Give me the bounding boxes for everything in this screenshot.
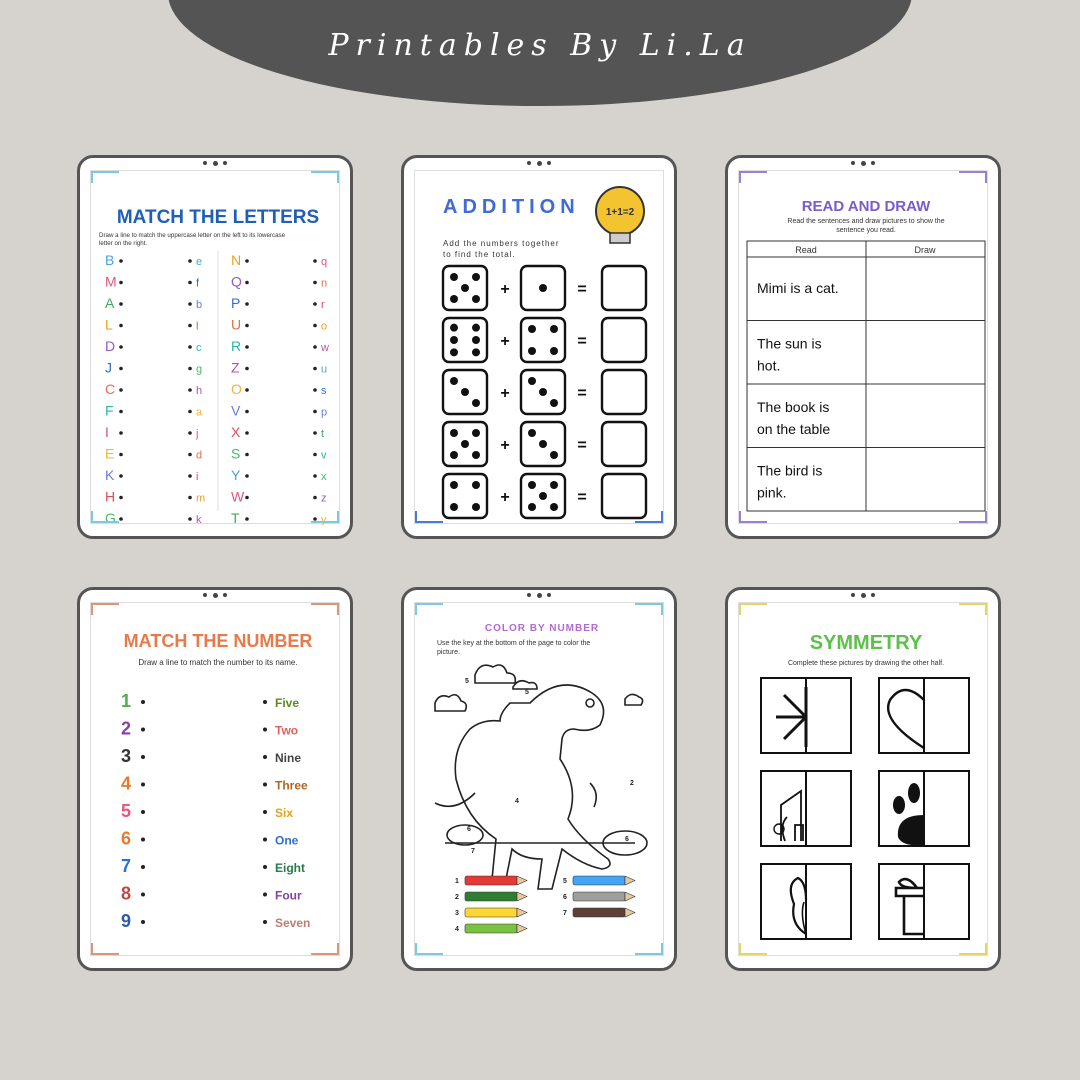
die-face (443, 266, 487, 310)
letters-sheet-svg (91, 171, 345, 529)
number-digit: 9 (121, 911, 132, 931)
match-dot[interactable] (119, 281, 123, 285)
uppercase-letter: X (231, 424, 241, 440)
region-number: 7 (471, 848, 475, 855)
key-number: 2 (455, 894, 459, 901)
pencil-swatch (465, 908, 527, 917)
lowercase-letter: i (196, 471, 199, 483)
match-dot[interactable] (188, 259, 192, 263)
match-dot[interactable] (313, 302, 317, 306)
letter-columns (105, 252, 329, 526)
die-face (521, 266, 565, 310)
draw-area[interactable] (866, 448, 985, 512)
match-dot[interactable] (119, 496, 123, 500)
match-number-title: MATCH THE NUMBER (123, 631, 313, 651)
lowercase-letter: v (321, 449, 327, 462)
match-dot[interactable] (245, 410, 249, 414)
pencil-swatch (465, 892, 527, 901)
region-labels (465, 678, 634, 855)
draw-area[interactable] (866, 257, 985, 321)
tablet-color-by-number[interactable] (401, 587, 677, 971)
match-dot[interactable] (188, 302, 192, 306)
lowercase-letter: o (321, 320, 328, 333)
match-dot[interactable] (188, 388, 192, 392)
match-dot[interactable] (245, 517, 249, 521)
answer-box[interactable] (602, 422, 646, 466)
match-dot[interactable] (245, 474, 249, 478)
lowercase-letter: m (196, 492, 206, 505)
uppercase-letter: H (105, 488, 116, 505)
lowercase-letter: r (321, 299, 325, 311)
pencil-swatch (465, 876, 527, 885)
lowercase-letter: l (196, 320, 199, 333)
lowercase-letter: g (196, 363, 203, 376)
lowercase-letter: j (196, 428, 199, 440)
sentence-line: Mimi is a cat. (757, 280, 839, 296)
tablet-match-letters[interactable] (77, 155, 353, 539)
match-dot[interactable] (188, 517, 192, 521)
match-dot[interactable] (188, 345, 192, 349)
match-dot[interactable] (313, 496, 317, 500)
match-dot[interactable] (188, 281, 192, 285)
match-dot[interactable] (313, 474, 317, 478)
match-dot[interactable] (245, 324, 249, 328)
plus-sign: + (500, 437, 510, 454)
sentence-line: pink. (757, 484, 787, 501)
uppercase-letter: Q (231, 273, 242, 290)
match-dot[interactable] (245, 496, 249, 500)
draw-half-area[interactable] (806, 678, 851, 753)
match-dot[interactable] (119, 367, 123, 371)
lowercase-letter: n (321, 277, 328, 290)
uppercase-letter: P (231, 295, 241, 311)
number-digit: 4 (121, 773, 132, 794)
plus-sign: + (500, 333, 510, 350)
uppercase-letter: S (231, 445, 241, 462)
match-dot[interactable] (313, 388, 317, 392)
uppercase-letter: J (105, 359, 112, 376)
cbn-instructions-1: Use the key at the bottom of the page to color the (437, 640, 591, 647)
pencil-swatch (573, 892, 635, 901)
lowercase-letter: a (196, 406, 203, 419)
cbn-instructions-2: picture. (437, 649, 460, 656)
key-number: 7 (563, 910, 567, 917)
uppercase-letter: G (105, 510, 116, 526)
match-dot[interactable] (141, 728, 145, 732)
equals-sign: = (577, 437, 587, 454)
match-dot[interactable] (119, 259, 123, 263)
uppercase-letter: R (231, 338, 242, 354)
worksheet-page (90, 602, 340, 956)
lowercase-letter: s (321, 385, 327, 397)
read-draw-instructions-2: sentence you read. (836, 227, 896, 234)
match-dot[interactable] (119, 388, 123, 392)
die-face (521, 422, 565, 466)
tablet-addition[interactable] (401, 155, 677, 539)
match-dot[interactable] (245, 259, 249, 263)
answer-box[interactable] (602, 370, 646, 414)
uppercase-letter: O (231, 381, 242, 397)
symmetry-title: SYMMETRY (809, 632, 923, 654)
worksheet-page (738, 602, 988, 956)
lowercase-letter: x (321, 471, 327, 483)
match-dot[interactable] (263, 728, 267, 732)
number-name: Five (275, 696, 300, 710)
match-dot[interactable] (119, 474, 123, 478)
die-face (521, 474, 565, 518)
match-dot[interactable] (119, 410, 123, 414)
lowercase-letter: k (196, 514, 202, 526)
match-dot[interactable] (263, 755, 267, 759)
uppercase-letter: E (105, 445, 115, 462)
camera-icon (851, 592, 875, 598)
uppercase-letter: B (105, 252, 115, 268)
match-number-instructions: Draw a line to match the number to its name. (138, 658, 298, 667)
color-by-number-sheet-svg (415, 603, 669, 961)
match-dot[interactable] (263, 865, 267, 869)
symmetry-sheet-svg (739, 603, 993, 961)
letters-title: MATCH THE LETTERS (116, 207, 320, 228)
col-read-label: Read (795, 245, 817, 255)
number-digit: 2 (121, 718, 132, 739)
camera-icon (203, 160, 227, 166)
lowercase-letter: y (321, 514, 327, 526)
pencil-swatch (573, 876, 635, 885)
draw-half-area[interactable] (924, 864, 969, 939)
letters-instructions-1: Draw a line to match the uppercase letter on the left to its lowercase (99, 232, 286, 239)
match-dot[interactable] (188, 474, 192, 478)
lowercase-letter: e (196, 256, 203, 268)
addition-rows (443, 266, 646, 518)
read-draw-sheet-svg (739, 171, 993, 529)
draw-half-area[interactable] (924, 771, 969, 846)
region-number: 5 (465, 678, 469, 685)
sentence-line: hot. (757, 357, 781, 374)
col-draw-label: Draw (914, 245, 936, 255)
uppercase-letter: V (231, 402, 241, 419)
number-name: One (275, 833, 299, 848)
match-dot[interactable] (188, 453, 192, 457)
lowercase-letter: c (196, 342, 202, 354)
match-dot[interactable] (119, 431, 123, 435)
number-digit: 3 (121, 746, 132, 766)
uppercase-letter: M (105, 273, 117, 290)
worksheet-page (738, 170, 988, 524)
equals-sign: = (577, 385, 587, 402)
match-dot[interactable] (141, 865, 145, 869)
match-dot[interactable] (313, 281, 317, 285)
key-number: 1 (455, 878, 459, 885)
region-number: 5 (525, 689, 529, 696)
die-face (521, 318, 565, 362)
read-draw-title: READ AND DRAW (801, 198, 931, 215)
match-dot[interactable] (141, 838, 145, 842)
number-name: Six (275, 806, 294, 820)
uppercase-letter: T (231, 510, 240, 526)
match-dot[interactable] (141, 755, 145, 759)
key-number: 5 (563, 878, 567, 885)
lowercase-letter: h (196, 385, 203, 397)
equals-sign: = (577, 489, 587, 506)
lowercase-letter: d (196, 449, 203, 462)
number-digit: 7 (121, 856, 132, 876)
die-face (443, 370, 487, 414)
answer-box[interactable] (602, 318, 646, 362)
dinosaur-outline (435, 665, 647, 889)
camera-icon (203, 592, 227, 598)
lowercase-letter: z (321, 492, 327, 505)
number-rows (121, 691, 310, 931)
number-name: Two (275, 723, 299, 738)
die-face (443, 422, 487, 466)
match-dot[interactable] (263, 920, 267, 924)
match-dot[interactable] (263, 893, 267, 897)
match-dot[interactable] (313, 259, 317, 263)
draw-half-area[interactable] (924, 678, 969, 753)
match-dot[interactable] (313, 431, 317, 435)
uppercase-letter: K (105, 467, 115, 483)
plus-sign: + (500, 385, 510, 402)
match-dot[interactable] (245, 388, 249, 392)
lowercase-letter: u (321, 363, 328, 376)
camera-icon (527, 592, 551, 598)
match-dot[interactable] (188, 367, 192, 371)
uppercase-letter: L (105, 316, 113, 333)
match-dot[interactable] (119, 324, 123, 328)
match-dot[interactable] (141, 920, 145, 924)
match-dot[interactable] (119, 302, 123, 306)
uppercase-letter: N (231, 252, 242, 268)
key-number: 6 (563, 894, 567, 901)
addition-sheet-svg (415, 171, 669, 529)
lowercase-letter: w (321, 342, 329, 354)
bulb-text: 1+1=2 (605, 207, 635, 218)
uppercase-letter: W (231, 488, 245, 505)
region-number: 6 (625, 836, 629, 843)
brand-title: Printables By Li.La (328, 28, 752, 63)
match-dot[interactable] (119, 517, 123, 521)
match-dot[interactable] (263, 810, 267, 814)
match-number-sheet-svg (91, 603, 345, 961)
sentence-line: The bird is (757, 462, 823, 479)
match-dot[interactable] (188, 496, 192, 500)
match-dot[interactable] (188, 431, 192, 435)
equals-sign: = (577, 333, 587, 350)
key-number: 4 (455, 926, 459, 933)
camera-icon (527, 160, 551, 166)
camera-icon (851, 160, 875, 166)
worksheet-page (414, 602, 664, 956)
match-dot[interactable] (313, 345, 317, 349)
lowercase-letter: t (321, 428, 325, 440)
uppercase-letter: I (105, 424, 109, 440)
sentence-line: The sun is (757, 335, 822, 352)
plus-sign: + (500, 489, 510, 506)
uppercase-letter: U (231, 316, 242, 333)
match-dot[interactable] (188, 324, 192, 328)
number-name: Nine (275, 751, 302, 765)
addition-title: ADDITION (443, 196, 580, 218)
match-dot[interactable] (141, 783, 145, 787)
match-dot[interactable] (245, 367, 249, 371)
letters-instructions-2: letter on the right. (99, 240, 148, 247)
uppercase-letter: C (105, 381, 116, 397)
read-draw-instructions-1: Read the sentences and draw pictures to show the (787, 218, 945, 225)
match-dot[interactable] (313, 453, 317, 457)
key-number: 3 (455, 910, 459, 917)
match-dot[interactable] (263, 783, 267, 787)
symmetry-instructions: Complete these pictures by drawing the other half. (787, 660, 945, 667)
draw-area[interactable] (866, 384, 985, 448)
draw-area[interactable] (866, 321, 985, 385)
lowercase-letter: p (321, 406, 328, 419)
symmetry-boxes (761, 678, 969, 939)
color-key (455, 876, 635, 933)
number-name: Eight (275, 861, 305, 875)
addition-instructions-1: Add the numbers together (443, 239, 560, 248)
draw-half-area[interactable] (806, 771, 851, 846)
region-number: 2 (630, 780, 634, 787)
match-dot[interactable] (263, 838, 267, 842)
number-digit: 5 (121, 801, 132, 821)
uppercase-letter: D (105, 338, 116, 354)
worksheet-page (414, 170, 664, 524)
number-digit: 8 (121, 883, 132, 904)
plus-sign: + (500, 281, 510, 298)
lightbulb-icon (596, 187, 644, 243)
match-dot[interactable] (188, 410, 192, 414)
read-draw-rows (747, 257, 985, 511)
uppercase-letter: F (105, 402, 114, 419)
lowercase-letter: b (196, 299, 203, 311)
sentence-line: The book is (757, 399, 830, 415)
number-name: Seven (275, 916, 311, 930)
tablet-symmetry[interactable] (725, 587, 1001, 971)
tablet-match-number[interactable] (77, 587, 353, 971)
answer-box[interactable] (602, 266, 646, 310)
match-dot[interactable] (119, 345, 123, 349)
lowercase-letter: q (321, 256, 328, 268)
match-dot[interactable] (245, 431, 249, 435)
uppercase-letter: A (105, 295, 115, 311)
region-number: 4 (515, 798, 519, 805)
uppercase-letter: Z (231, 359, 240, 376)
match-dot[interactable] (245, 302, 249, 306)
addition-instructions-2: to find the total. (443, 250, 516, 259)
match-dot[interactable] (313, 410, 317, 414)
tablet-read-draw[interactable] (725, 155, 1001, 539)
die-face (443, 318, 487, 362)
draw-half-area[interactable] (806, 864, 851, 939)
match-dot[interactable] (245, 453, 249, 457)
number-digit: 6 (121, 828, 132, 849)
match-dot[interactable] (313, 367, 317, 371)
match-dot[interactable] (263, 700, 267, 704)
die-face (443, 474, 487, 518)
match-dot[interactable] (119, 453, 123, 457)
match-dot[interactable] (141, 810, 145, 814)
lowercase-letter: f (196, 277, 200, 290)
match-dot[interactable] (141, 893, 145, 897)
pencil-swatch (465, 924, 527, 933)
uppercase-letter: Y (231, 467, 241, 483)
match-dot[interactable] (313, 324, 317, 328)
sentence-line: on the table (757, 421, 831, 437)
worksheet-page (90, 170, 340, 524)
match-dot[interactable] (245, 281, 249, 285)
equals-sign: = (577, 281, 587, 298)
die-face (521, 370, 565, 414)
match-dot[interactable] (141, 700, 145, 704)
number-name: Three (275, 778, 308, 793)
number-name: Four (275, 888, 302, 903)
pencil-swatch (573, 908, 635, 917)
region-number: 6 (467, 826, 471, 833)
number-digit: 1 (121, 691, 132, 711)
color-by-number-title: COLOR BY NUMBER (484, 623, 600, 634)
match-dot[interactable] (245, 345, 249, 349)
